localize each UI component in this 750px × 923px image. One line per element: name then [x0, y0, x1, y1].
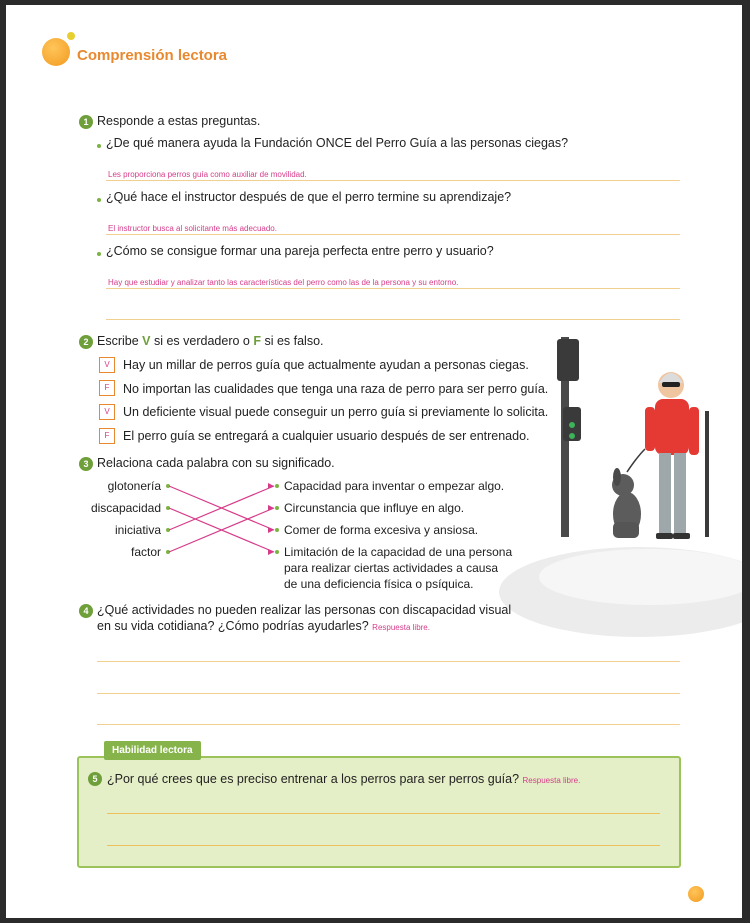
q1-answer-1: Les proporciona perros guía como auxiliar de movilidad.: [108, 170, 307, 179]
vf-statement-2: No importan las cualidades que tenga una raza de perro para ser perro guía.: [123, 382, 549, 396]
match-dot[interactable]: [275, 506, 279, 510]
answer-line[interactable]: [97, 661, 680, 662]
q3-title: Relaciona cada palabra con su significado.: [97, 456, 335, 470]
match-word-2: discapacidad: [90, 501, 161, 515]
question-number-4: 4: [79, 604, 93, 618]
match-dot[interactable]: [275, 484, 279, 488]
free-answer-note: Respuesta libre.: [522, 776, 581, 785]
blind-man-with-guide-dog-illustration: [499, 327, 742, 637]
vf-statement-1: Hay un millar de perros guía que actualmente ayudan a personas ciegas.: [123, 358, 529, 372]
question-number-3: 3: [79, 457, 93, 471]
answer-line[interactable]: [106, 234, 680, 235]
answer-line[interactable]: [106, 180, 680, 181]
q1-answer-2: El instructor busca al solicitante más adecuado.: [108, 224, 277, 233]
match-dot[interactable]: [275, 550, 279, 554]
q1-question-3: ¿Cómo se consigue formar una pareja perfecta entre perro y usuario?: [106, 244, 494, 258]
vf-answer-box[interactable]: F: [99, 428, 115, 444]
header-yellow-dot-icon: [67, 32, 75, 40]
matching-lines: [166, 480, 286, 562]
bullet-icon: [97, 252, 101, 256]
vf-statement-3: Un deficiente visual puede conseguir un perro guía si previamente lo solicita.: [123, 405, 549, 419]
match-definition-4-line-2: para realizar ciertas actividades a causa: [284, 561, 499, 575]
question-number-2: 2: [79, 335, 93, 349]
match-definition-4-line-3: de una deficiencia física o psíquica.: [284, 577, 474, 591]
q2-title: Escribe V si es verdadero o F si es falso.: [97, 334, 324, 348]
q1-question-1: ¿De qué manera ayuda la Fundación ONCE del Perro Guía a las personas ciegas?: [106, 136, 569, 150]
question-number-1: 1: [79, 115, 93, 129]
question-number-5: 5: [88, 772, 102, 786]
answer-line[interactable]: [107, 813, 660, 814]
reading-skill-tab: Habilidad lectora: [104, 741, 201, 760]
match-dot[interactable]: [275, 528, 279, 532]
q1-title: Responde a estas preguntas.: [97, 114, 261, 128]
header-orange-dot-icon: [42, 38, 70, 66]
q1-question-2: ¿Qué hace el instructor después de que el perro termine su aprendizaje?: [106, 190, 512, 204]
vf-statement-4: El perro guía se entregará a cualquier usuario después de ser entrenado.: [123, 429, 530, 443]
match-word-1: glotonería: [107, 479, 161, 493]
vf-answer-box[interactable]: F: [99, 380, 115, 396]
answer-line[interactable]: [97, 724, 680, 725]
match-definition-3: Comer de forma excesiva y ansiosa.: [284, 523, 479, 537]
answer-line[interactable]: [97, 693, 680, 694]
match-definition-1: Capacidad para inventar o empezar algo.: [284, 479, 505, 493]
answer-line[interactable]: [106, 319, 680, 320]
vf-answer-box[interactable]: V: [99, 404, 115, 420]
match-word-3: iniciativa: [114, 523, 161, 537]
worksheet-page: [6, 5, 742, 918]
match-definition-2: Circunstancia que influye en algo.: [284, 501, 465, 515]
q4-question-line-2: en su vida cotidiana? ¿Cómo podrías ayudarles? Respuesta libre.: [97, 619, 430, 633]
answer-line[interactable]: [107, 845, 660, 846]
free-answer-note: Respuesta libre.: [372, 623, 430, 632]
q5-question: ¿Por qué crees que es preciso entrenar a los perros para ser perros guía? Respuesta libre.: [107, 772, 581, 786]
bullet-icon: [97, 144, 101, 148]
vf-answer-box[interactable]: V: [99, 357, 115, 373]
q1-answer-3: Hay que estudiar y analizar tanto las características del perro como las de la persona y su entorno.: [108, 278, 459, 287]
match-definition-4-line-1: Limitación de la capacidad de una persona: [284, 545, 513, 559]
footer-orange-dot-icon: [688, 886, 704, 902]
answer-line[interactable]: [106, 288, 680, 289]
page-title: Comprensión lectora: [77, 47, 228, 64]
bullet-icon: [97, 198, 101, 202]
q4-question-line-1: ¿Qué actividades no pueden realizar las personas con discapacidad visual: [97, 603, 512, 617]
match-word-4: factor: [130, 545, 161, 559]
